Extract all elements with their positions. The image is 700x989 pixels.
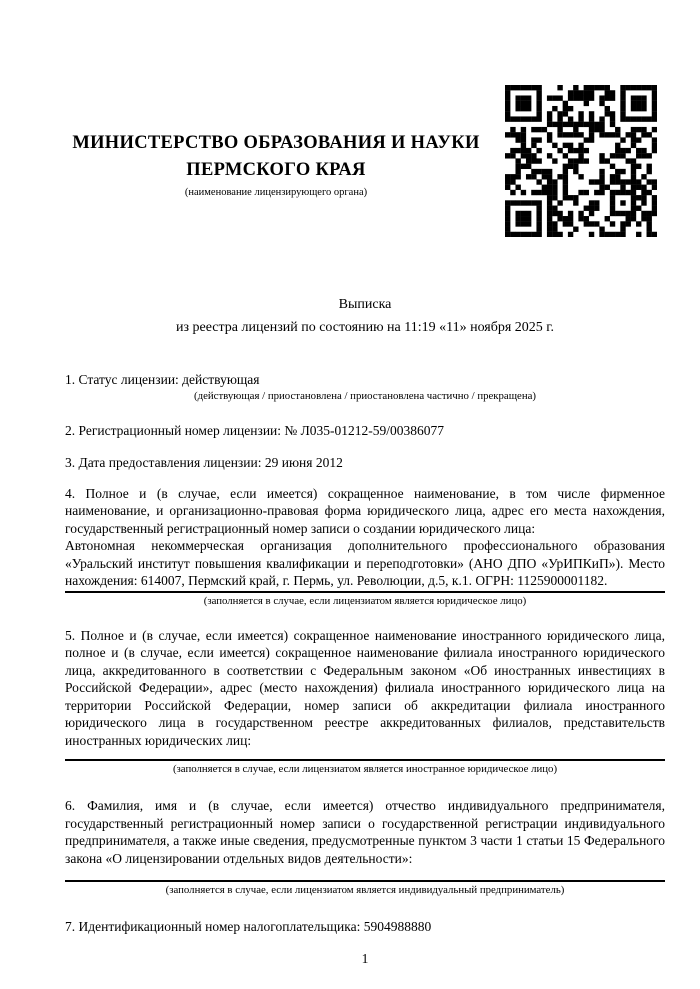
foreign-entity-section-text: 5. Полное и (в случае, если имеется) сокращенное наименование иностранного юридического лица, полное и (в случае, если имеется) сокращенное наименование филиала иностранного юридического лица, аккредитованного в соответствии с Федеральным законом «Об иностранных инвестициях в Российской Федерации», адрес (место нахождения) филиала иностранного юридического лица на территории Российской Федерации, номер записи об аккредитации филиала иностранного юридического лица в государственном реестре аккредитованных филиалов, представительств иностранных юридических лиц: bbox=[65, 627, 665, 748]
ministry-name-line2: ПЕРМСКОГО КРАЯ bbox=[186, 159, 366, 180]
document-title-line2: из реестра лицензий по состоянию на 11:19 «11» ноября 2025 г. bbox=[176, 319, 554, 335]
license-status-line: 1. Статус лицензии: действующая bbox=[65, 372, 260, 387]
license-grant-date-line: 3. Дата предоставления лицензии: 29 июня 2012 bbox=[65, 455, 343, 470]
ministry-name-line1: МИНИСТЕРСТВО ОБРАЗОВАНИЯ И НАУКИ bbox=[72, 133, 480, 153]
license-status-options-caption: (действующая / приостановлена / приостановлена частично / прекращена) bbox=[194, 389, 536, 402]
registration-number-line: 2. Регистрационный номер лицензии: № Л035-01212-59/00386077 bbox=[65, 422, 445, 438]
entrepreneur-caption: (заполняется в случае, если лицензиатом является индивидуальный предприниматель) bbox=[165, 884, 565, 896]
foreign-entity-caption: (заполняется в случае, если лицензиатом является иностранное юридическое лицо) bbox=[172, 763, 558, 775]
legal-entity-section-text: 4. Полное и (в случае, если имеется) сокращенное наименование, в том числе фирменное наименование, и организационно-правовая форма юридического лица, адрес его места нахождения, государственный регистрационный номер записи о создании юридического лица: bbox=[65, 485, 665, 536]
licensing-authority-header bbox=[65, 130, 487, 199]
document-title-line1: Выписка bbox=[338, 297, 392, 312]
taxpayer-id-line: 7. Идентификационный номер налогоплательщика: 5904988880 bbox=[65, 919, 432, 934]
fill-in-line bbox=[65, 591, 665, 593]
page-number: 1 bbox=[361, 950, 369, 966]
fill-in-line bbox=[65, 880, 665, 882]
licensing-authority-caption: (наименование лицензирующего органа) bbox=[184, 187, 368, 198]
qr-code-icon bbox=[505, 85, 657, 237]
legal-entity-caption: (заполняется в случае, если лицензиатом является юридическое лицо) bbox=[203, 594, 527, 607]
fill-in-line bbox=[65, 759, 665, 761]
document-body bbox=[65, 294, 665, 967]
legal-entity-value: Автономная некоммерческая организация дополнительного профессионального образования «Уральский институт повышения квалификации и переподготовки» (АНО ДПО «УрИПКиП»). Место нахождения: 614007, Пермский край, г. Пермь, ул. Революции, д.5, к.1. ОГРН: 1125900001182. bbox=[65, 538, 665, 588]
entrepreneur-section-text: 6. Фамилия, имя и (в случае, если имеется) отчество индивидуального предпринимателя, государственный регистрационный номер записи о государственной регистрации индивидуального предпринимателя, а также иные сведения, предусмотренные пунктом 3 части 1 статьи 15 Федерального закона «О лицензировании отдельных видов деятельности»: bbox=[65, 798, 665, 866]
document-title bbox=[65, 294, 665, 339]
